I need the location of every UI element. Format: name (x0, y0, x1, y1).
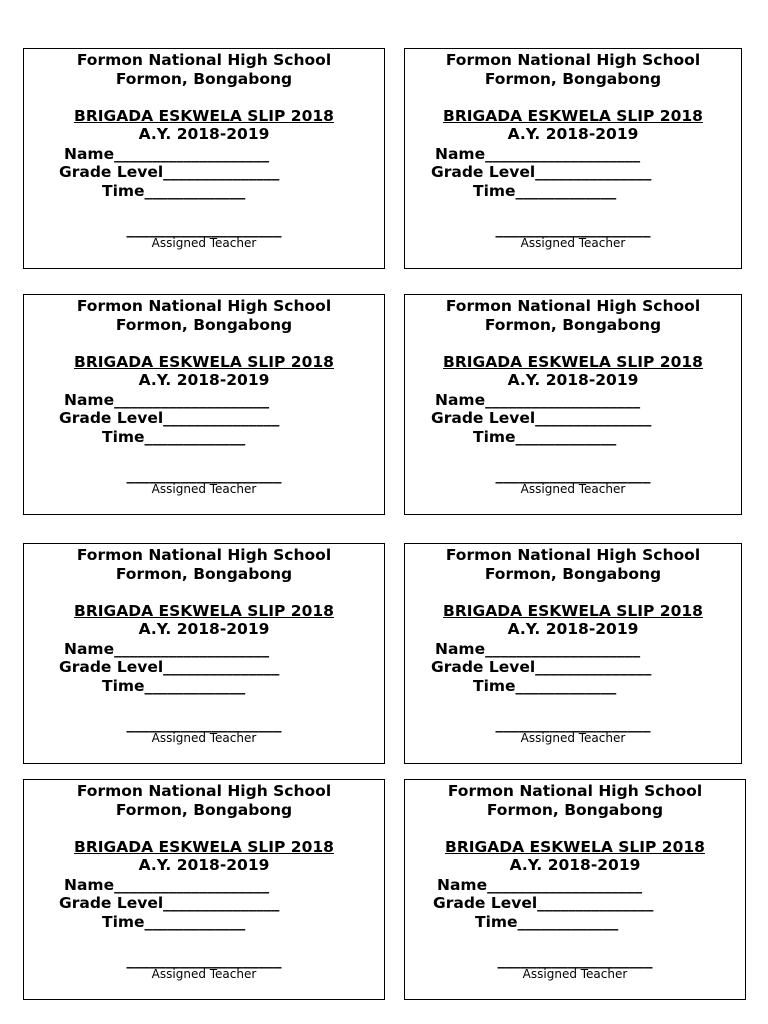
grade-level-field: Grade Level_______________ (59, 658, 280, 676)
name-field: Name____________________ (435, 145, 641, 163)
slip-card-6 (404, 543, 742, 764)
grade-level-field: Grade Level_______________ (59, 894, 280, 912)
time-field: Time_____________ (102, 428, 246, 446)
time-field: Time_____________ (102, 182, 246, 200)
school-name: Formon National High School (445, 297, 701, 315)
school-location: Formon, Bongabong (484, 70, 662, 88)
grade-level-field: Grade Level_______________ (59, 163, 280, 181)
slip-card-3 (23, 294, 385, 515)
grade-level-field: Grade Level_______________ (431, 163, 652, 181)
slip-card-5 (23, 543, 385, 764)
slip-title: BRIGADA ESKWELA SLIP 2018 (445, 838, 705, 856)
signature-line: ____________________ (495, 220, 651, 238)
slip-card-7 (23, 779, 385, 1000)
academic-year: A.Y. 2018-2019 (138, 856, 270, 874)
signature-caption: Assigned Teacher (520, 236, 626, 250)
name-field: Name____________________ (64, 640, 270, 658)
school-location: Formon, Bongabong (484, 565, 662, 583)
signature-caption: Assigned Teacher (520, 731, 626, 745)
school-name: Formon National High School (445, 546, 701, 564)
signature-caption: Assigned Teacher (151, 482, 257, 496)
school-location: Formon, Bongabong (115, 316, 293, 334)
signature-caption: Assigned Teacher (151, 967, 257, 981)
school-location: Formon, Bongabong (115, 565, 293, 583)
academic-year: A.Y. 2018-2019 (138, 125, 270, 143)
school-location: Formon, Bongabong (115, 70, 293, 88)
time-field: Time_____________ (473, 182, 617, 200)
slip-title: BRIGADA ESKWELA SLIP 2018 (74, 602, 334, 620)
school-name: Formon National High School (76, 782, 332, 800)
academic-year: A.Y. 2018-2019 (138, 371, 270, 389)
name-field: Name____________________ (64, 391, 270, 409)
academic-year: A.Y. 2018-2019 (138, 620, 270, 638)
school-name: Formon National High School (76, 297, 332, 315)
school-location: Formon, Bongabong (115, 801, 293, 819)
slip-title: BRIGADA ESKWELA SLIP 2018 (443, 353, 703, 371)
signature-line: ____________________ (126, 466, 282, 484)
signature-caption: Assigned Teacher (520, 482, 626, 496)
slip-card-2 (404, 48, 742, 269)
signature-caption: Assigned Teacher (522, 967, 628, 981)
slip-title: BRIGADA ESKWELA SLIP 2018 (74, 107, 334, 125)
signature-line: ____________________ (126, 715, 282, 733)
school-name: Formon National High School (447, 782, 703, 800)
school-name: Formon National High School (76, 546, 332, 564)
slip-card-4 (404, 294, 742, 515)
signature-line: ____________________ (126, 951, 282, 969)
academic-year: A.Y. 2018-2019 (509, 856, 641, 874)
slip-title: BRIGADA ESKWELA SLIP 2018 (443, 107, 703, 125)
grade-level-field: Grade Level_______________ (433, 894, 654, 912)
name-field: Name____________________ (435, 391, 641, 409)
time-field: Time_____________ (102, 677, 246, 695)
school-location: Formon, Bongabong (486, 801, 664, 819)
academic-year: A.Y. 2018-2019 (507, 125, 639, 143)
name-field: Name____________________ (437, 876, 643, 894)
slip-card-8 (404, 779, 746, 1000)
academic-year: A.Y. 2018-2019 (507, 620, 639, 638)
signature-line: ____________________ (497, 951, 653, 969)
time-field: Time_____________ (475, 913, 619, 931)
slip-card-1 (23, 48, 385, 269)
signature-line: ____________________ (495, 715, 651, 733)
slip-title: BRIGADA ESKWELA SLIP 2018 (74, 353, 334, 371)
grade-level-field: Grade Level_______________ (431, 409, 652, 427)
signature-line: ____________________ (495, 466, 651, 484)
school-name: Formon National High School (76, 51, 332, 69)
academic-year: A.Y. 2018-2019 (507, 371, 639, 389)
name-field: Name____________________ (64, 876, 270, 894)
signature-caption: Assigned Teacher (151, 236, 257, 250)
slip-title: BRIGADA ESKWELA SLIP 2018 (443, 602, 703, 620)
grade-level-field: Grade Level_______________ (59, 409, 280, 427)
signature-line: ____________________ (126, 220, 282, 238)
school-location: Formon, Bongabong (484, 316, 662, 334)
name-field: Name____________________ (435, 640, 641, 658)
time-field: Time_____________ (102, 913, 246, 931)
name-field: Name____________________ (64, 145, 270, 163)
school-name: Formon National High School (445, 51, 701, 69)
time-field: Time_____________ (473, 428, 617, 446)
grade-level-field: Grade Level_______________ (431, 658, 652, 676)
signature-caption: Assigned Teacher (151, 731, 257, 745)
time-field: Time_____________ (473, 677, 617, 695)
slip-title: BRIGADA ESKWELA SLIP 2018 (74, 838, 334, 856)
